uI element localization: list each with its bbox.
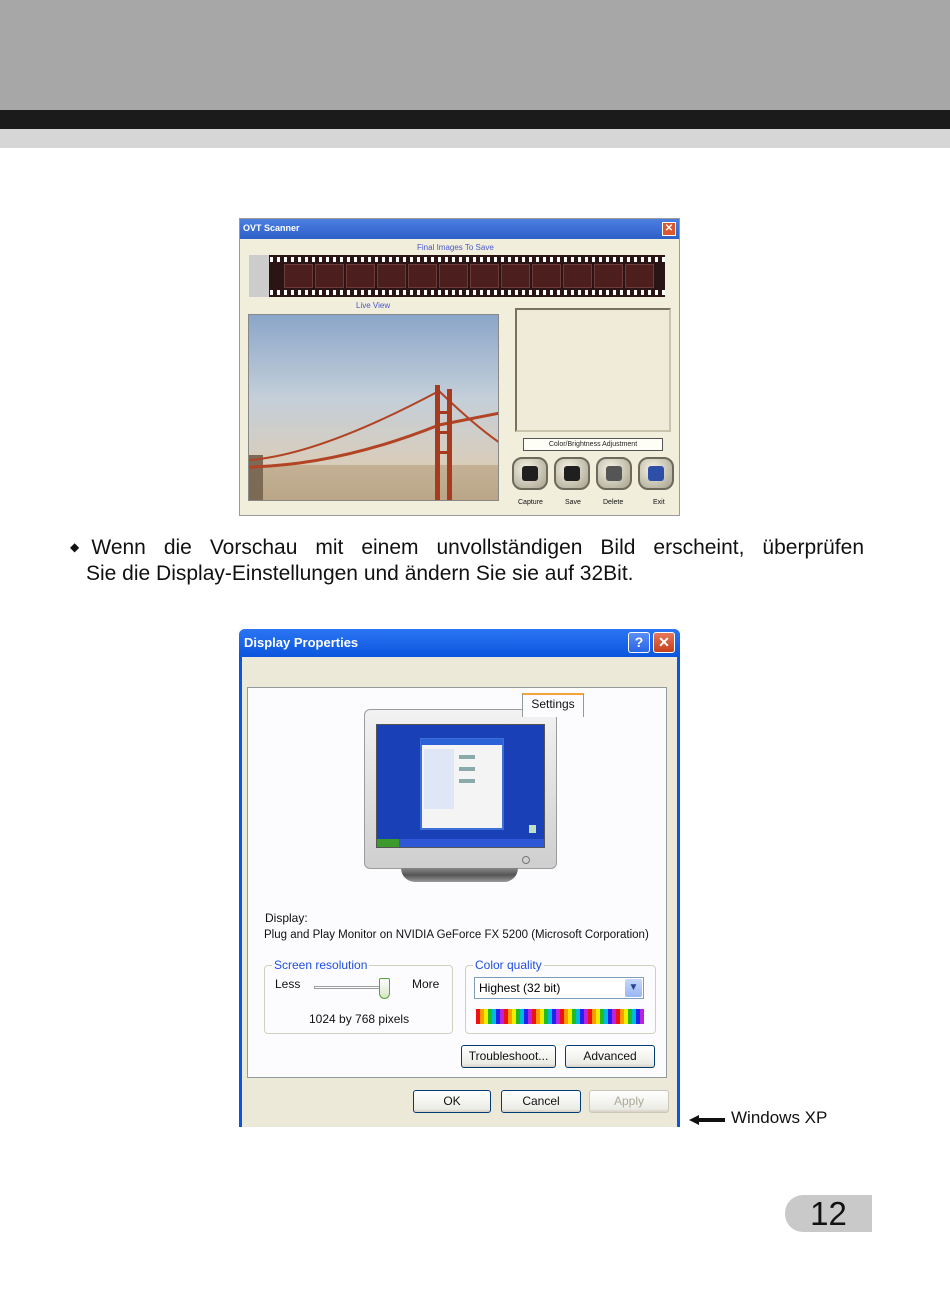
live-view-image [248, 314, 499, 501]
scanner-titlebar [240, 219, 679, 239]
exit-label: Exit [653, 499, 665, 506]
color-quality-select[interactable] [474, 977, 644, 999]
color-brightness-adjustment-button[interactable]: Color/Brightness Adjustment [523, 438, 663, 451]
film-frame[interactable] [563, 264, 592, 288]
scanner-window [239, 218, 680, 516]
resolution-value: 1024 by 768 pixels [309, 1012, 410, 1026]
instruction-paragraph [70, 534, 864, 587]
cancel-button[interactable]: Cancel [501, 1090, 581, 1113]
apply-button[interactable]: Apply [589, 1090, 669, 1113]
film-frame[interactable] [377, 264, 406, 288]
color-quality-value: Highest (32 bit) [479, 981, 561, 995]
header-subrule [0, 129, 950, 148]
floppy-disk-icon [564, 466, 580, 481]
live-view-label: Live View [356, 301, 391, 310]
page-number: 12 [785, 1195, 872, 1232]
help-icon[interactable]: ? [628, 632, 650, 653]
close-icon[interactable]: ✕ [653, 632, 675, 653]
dialog-title: Display Properties [244, 635, 359, 650]
paragraph-line-2: Sie die Display-Einstellungen und ändern Sie sie auf 32Bit. [86, 562, 634, 585]
save-label: Save [565, 499, 581, 506]
film-frame[interactable] [315, 264, 344, 288]
camera-icon [522, 466, 538, 481]
final-images-label: Final Images To Save [417, 243, 494, 252]
film-frame[interactable] [501, 264, 530, 288]
close-icon[interactable]: ✕ [662, 222, 676, 236]
bridge-photo [249, 315, 499, 501]
display-device-value: Plug and Play Monitor on NVIDIA GeForce FX 5200 (Microsoft Corporation) [264, 929, 649, 941]
delete-button[interactable] [596, 457, 632, 490]
film-frame[interactable] [625, 264, 654, 288]
windows-xp-label: Windows XP [731, 1108, 828, 1127]
display-label: Display: [265, 911, 308, 925]
delete-label: Delete [603, 499, 624, 506]
desktop-thumbnail [377, 725, 544, 847]
film-strip[interactable] [249, 255, 665, 297]
ok-button[interactable]: OK [413, 1090, 491, 1113]
slider-more-label: More [412, 977, 440, 991]
film-frame[interactable] [439, 264, 468, 288]
trash-icon [606, 466, 622, 481]
color-spectrum-bar [476, 1009, 644, 1024]
capture-preview-area [515, 308, 671, 432]
film-frame[interactable] [346, 264, 375, 288]
door-exit-icon [648, 466, 664, 481]
slider-less-label: Less [275, 977, 301, 991]
film-frame[interactable] [408, 264, 437, 288]
left-arrow-icon [689, 1115, 725, 1125]
monitor-stand [401, 868, 518, 882]
film-frame[interactable] [284, 264, 313, 288]
dialog-titlebar [239, 629, 680, 657]
paragraph-line-1 [70, 534, 864, 561]
capture-button[interactable] [512, 457, 548, 490]
film-frame[interactable] [470, 264, 499, 288]
film-frame[interactable] [532, 264, 561, 288]
chevron-down-icon[interactable]: ▼ [625, 979, 642, 997]
color-quality-label: Color quality [475, 958, 542, 972]
paragraph-line-1-text: Wenn die Vorschau mit einem unvollständigen Bild erscheint, überprüfen [91, 536, 864, 559]
troubleshoot-button[interactable]: Troubleshoot... [461, 1045, 556, 1068]
film-perforation-top [249, 257, 665, 262]
diamond-bullet-icon: ◆ [70, 540, 92, 554]
film-canister-icon [249, 255, 269, 297]
tab-settings[interactable]: Settings [522, 693, 584, 717]
monitor-screen [376, 724, 545, 848]
screen-resolution-label: Screen resolution [274, 958, 368, 972]
scanner-title: OVT Scanner [243, 223, 300, 233]
capture-label: Capture [518, 499, 543, 506]
exit-button[interactable] [638, 457, 674, 490]
header-rule [0, 110, 950, 129]
monitor-preview [364, 709, 557, 869]
film-frame[interactable] [594, 264, 623, 288]
save-button[interactable] [554, 457, 590, 490]
header-band [0, 0, 950, 110]
power-led-icon [522, 856, 530, 864]
resolution-slider-thumb[interactable] [379, 978, 390, 999]
film-perforation-bottom [249, 290, 665, 295]
advanced-button[interactable]: Advanced [565, 1045, 655, 1068]
